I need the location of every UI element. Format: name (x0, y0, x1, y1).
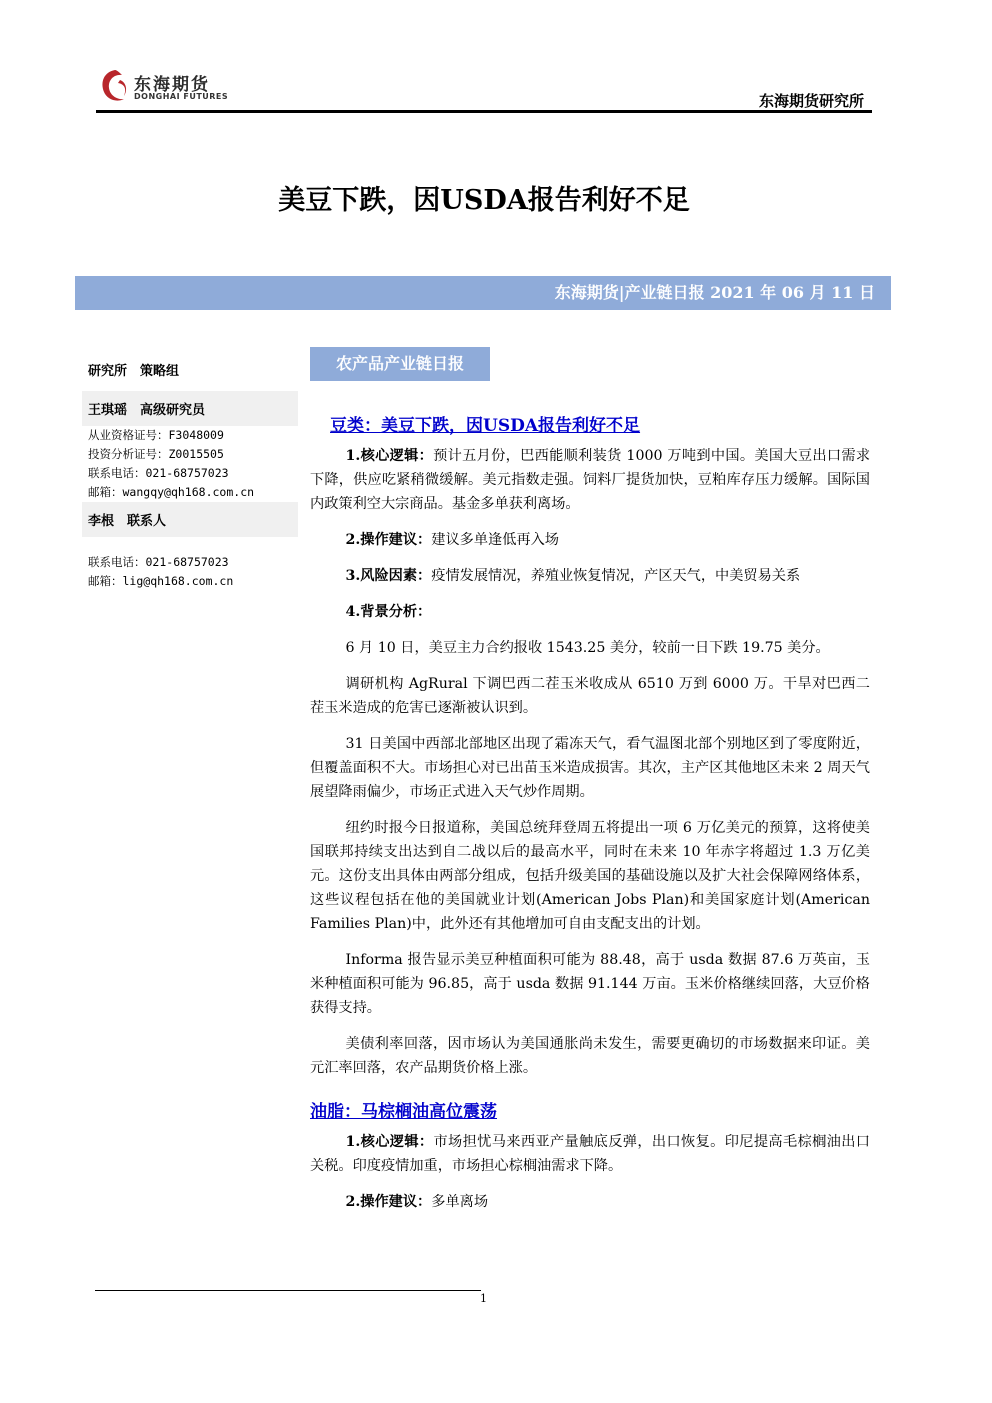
soy-background-paragraph: 美债利率回落，因市场认为美国通胀尚未发生，需要更确切的市场数据来印证。美元汇率回落，农产品期货价格上涨。 (310, 1036, 870, 1076)
report-banner: 东海期货|产业链日报 2021 年 06 月 11 日 (75, 276, 891, 310)
header-divider (96, 110, 872, 113)
analyst-sidebar (82, 352, 298, 591)
soy-background-paragraph: 6 月 10 日，美豆主力合约报收 1543.25 美分，较前一日下跌 19.75 美分。 (345, 640, 830, 656)
soy-section-heading: 豆类：美豆下跌，因USDA报告利好不足 (330, 416, 641, 436)
soy-risk (310, 564, 870, 588)
company-logo (98, 66, 238, 108)
dragon-logo-icon (98, 66, 132, 106)
oil-advice (310, 1190, 870, 1214)
email-link[interactable]: 邮箱：wangqy@qh168.com.cn (88, 485, 255, 499)
section-tab-agri: 农产品产业链日报 (310, 347, 490, 381)
soy-advice-text: 建议多单逢低再入场 (431, 532, 559, 548)
contact-phone-number: 联系电话：021-68757023 (88, 555, 229, 569)
oil-core-logic-label: 1.核心逻辑： (345, 1134, 434, 1150)
soy-background-paragraph: 31 日美国中西部北部地区出现了霜冻天气，看气温图北部个别地区到了零度附近，但覆盖面积不大。市场担心对已出苗玉米造成损害。其次，主产区其他地区未来 2 周天气展望降雨偏少，市场正式进入天气炒作周期。 (310, 736, 870, 800)
phone-number: 联系电话：021-68757023 (88, 466, 229, 480)
soy-advice (310, 528, 870, 552)
soy-background-paragraph: 纽约时报今日报道称，美国总统拜登周五将提出一项 6 万亿美元的预算，这将使美国联邦持续支出达到自二战以后的最高水平，同时在未来 10 年赤字将超过 1.3 万亿美元。这份支出具体由两部分组成，包括升级美国的基础设施以及扩大社会保障网络体系，这些议程包括在他的美国就业计划(American Jobs Plan)和美国家庭计划(American Families Plan)中，此外还有其他增加可自由支配支出的计划。 (310, 820, 870, 932)
oil-section-heading: 油脂：马棕榈油高位震荡 (310, 1102, 497, 1122)
footer-divider (95, 1290, 481, 1291)
soy-advice-label: 2.操作建议： (345, 532, 432, 548)
contact-name: 李根 联系人 (82, 502, 298, 537)
department-label: 研究所 策略组 (88, 364, 180, 379)
soy-background-label (310, 600, 870, 624)
oil-advice-text: 多单离场 (431, 1194, 489, 1210)
qualification-number: 从业资格证号：F3048009 (88, 428, 224, 442)
soy-risk-label: 3.风险因素： (345, 568, 432, 584)
soy-core-logic-text: 预计五月份，巴西能顺利装货 1000 万吨到中国。美国大豆出口需求下降，供应吃紧稍微缓解。美元指数走强。饲料厂提货加快，豆粕库存压力缓解。国际国内政策利空大宗商品。基金多单获利离场。 (310, 448, 871, 512)
institute-name: 东海期货研究所 (758, 92, 864, 110)
analysis-cert-number: 投资分析证号：Z0015505 (88, 447, 224, 461)
page-number: 1 (480, 1292, 487, 1305)
report-body (310, 414, 870, 1218)
oil-advice-label: 2.操作建议： (345, 1194, 432, 1210)
document-title: 美豆下跌，因USDA报告利好不足 (278, 185, 690, 216)
oil-core-logic-text: 市场担忧马来西亚产量触底反弹，出口恢复。印尼提高毛棕榈油出口关税。印度疫情加重，市场担心棕榈油需求下降。 (310, 1134, 870, 1174)
logo-english-name: DONGHAI FUTURES (134, 92, 229, 101)
soy-background-paragraph: 调研机构 AgRural 下调巴西二茬玉米收成从 6510 万到 6000 万。干旱对巴西二茬玉米造成的危害已逐渐被认识到。 (310, 676, 870, 716)
soy-background-label-text: 4.背景分析： (345, 604, 432, 620)
soy-risk-text: 疫情发展情况，养殖业恢复情况，产区天气，中美贸易关系 (431, 568, 801, 584)
soy-core-logic (310, 444, 870, 516)
oil-core-logic (310, 1130, 870, 1178)
contact-email-link[interactable]: 邮箱：lig@qh168.com.cn (88, 574, 234, 588)
analyst-name: 王琪瑶 高级研究员 (82, 391, 298, 426)
soy-background-paragraph: Informa 报告显示美豆种植面积可能为 88.48，高于 usda 数据 87.6 万英亩，玉米种植面积可能为 96.85，高于 usda 数据 91.144 万亩。玉米价格继续回落，大豆价格获得支持。 (310, 952, 870, 1016)
soy-core-logic-label: 1.核心逻辑： (345, 448, 434, 464)
logo-chinese-name: 东海期货 (134, 75, 210, 95)
